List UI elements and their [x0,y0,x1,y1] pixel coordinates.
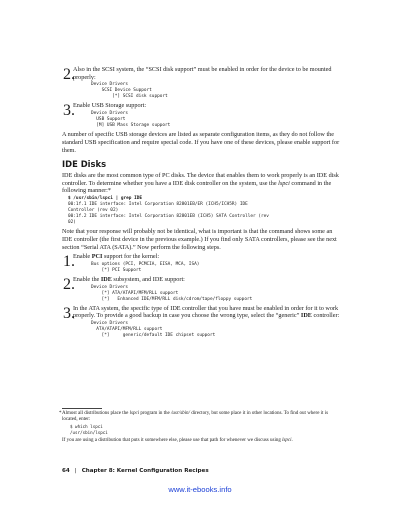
item-number: 3. [63,304,75,322]
paragraph: A number of specific USB storage devices are listed as separate configuration items, as they do not follow the standard USB specification and require special code. If you have one of these devices, please enable support for them. [62,131,340,154]
code-block: Bus options (PCI, PCMCIA, EISA, MCA, ISA) [*] PCI Support [91,261,200,273]
item-number: 2. [63,275,75,293]
terminal-output [68,196,342,226]
footnote [59,411,342,444]
code-block: Device Drivers SCSI Device Support [*] SCSI disk support [91,82,168,100]
list-item [62,102,342,129]
chapter-title: Chapter 8: Kernel Configuration Recipes [81,468,209,474]
page-footer: 64 | Chapter 8: Kernel Configuration Recipes [62,468,209,474]
code-block: Device Drivers USB Support [M] USB Mass Storage support [91,111,171,129]
footnote-rule [62,408,102,409]
paragraph: IDE disks are the most common type of PC disks. The device that enables them to work properly is an IDE disk controller. To determine whether you have a IDE disk controller on the system, use the lspci command in the following manner:* [62,172,339,195]
code-block: Device Drivers [*] ATA/ATAPI/MFM/RLL support [*] Enhanced IDE/MFM/RLL disk/cdrom/tape/floppy support [91,284,253,302]
item-number: 2. [63,66,75,83]
item-number: 1. [63,253,75,271]
footnote-marker: * [59,411,62,416]
footnote-code: $ which lspci /usr/sbin/lspci [70,424,108,435]
list-item [62,253,342,274]
item-text: Enable the IDE subsystem, and IDE support: [73,275,185,283]
item-text: In the ATA system, the specific type of IDE controller that you have must be enabled in order for it to work properly. To provide a good backup in case you choose the wrong type, select the “generic” IDE controller: [73,304,340,320]
section-heading: IDE Disks [62,159,107,170]
paragraph: Note that your response will probably not be identical, what is important is that the command shows some an IDE controller (the first device in the previous example.) If you find only SATA controllers, please see the next section “Serial ATA (SATA).” Now perform the following steps. [62,228,337,251]
item-text: Enable USB Storage support: [73,102,147,110]
code-block: Device Drivers ATA/ATAPI/MFM/RLL support [*] generic/default IDE chipset support [91,321,216,339]
footnote-text: If you are using a distribution that puts it somewhere else, please use that path for whenever we discuss using lspci. [62,437,293,443]
item-text: Also in the SCSI system, the “SCSI disk support” must be enabled in order for the device to be mounted properly: [73,66,332,81]
command-output: 00:1f.1 IDE interface: Intel Corporation 82801EB/ER (ICH5/ICH5R) IDE Controller (rev 02) 00:1f.2 IDE interface: Intel Corporation 82801EB (ICH5) SATA Controller (rev 02) [68,202,269,226]
page-body [62,66,342,341]
list-item [62,305,342,339]
footnote-text: Almost all distributions place the lspci program in the /usr/sbin/ directory, but some place it in other locations. To find out where it is located, enter: [62,411,329,423]
list-item [62,66,342,100]
item-number: 3. [63,102,75,120]
list-item [62,276,342,303]
page-number: 64 [62,468,70,474]
item-text: Enable PCI support for the kernel: [73,253,160,261]
command-line: $ /usr/sbin/lspci | grep IDE [68,195,143,201]
watermark-link[interactable]: www.it-ebooks.info [168,485,232,494]
